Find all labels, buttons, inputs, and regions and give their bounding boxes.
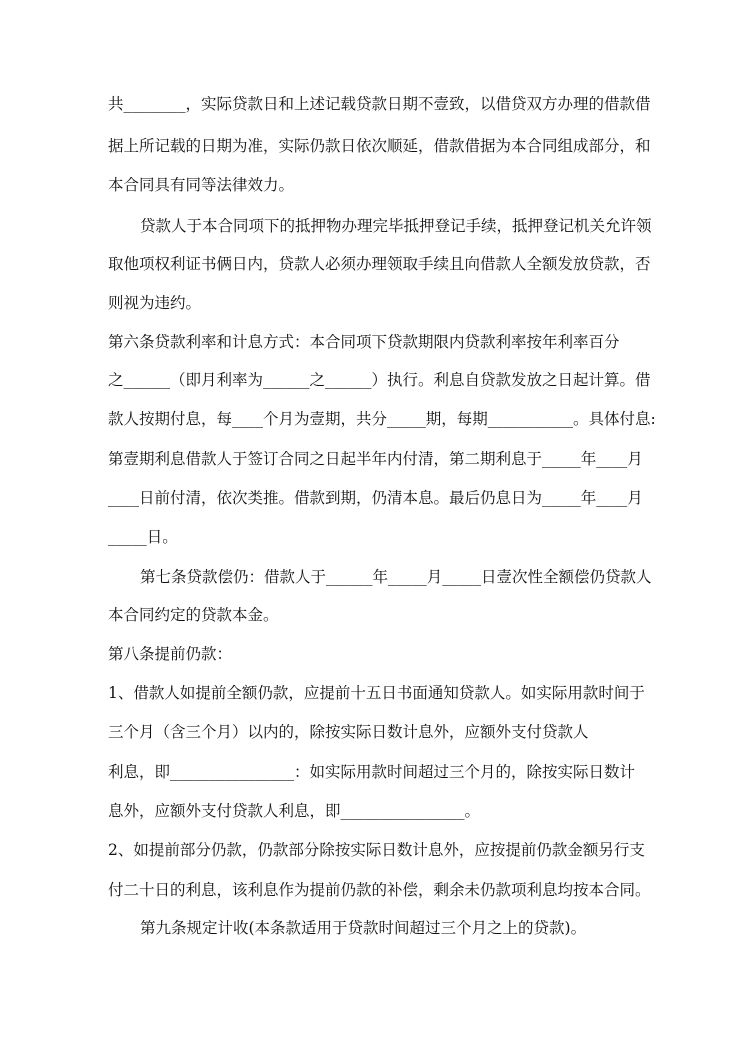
section-heading-6: 第六条贷款利率和计息方式：本合同项下贷款期限内贷款利率按年利率百分 <box>108 333 620 351</box>
text-line: 据上所记载的日期为准，实际仍款日依次顺延，借款借据为本合同组成部分，和 <box>108 137 651 155</box>
text-line: 2、如提前部分仍款，仍款部分除按实际日数计息外，应按提前仍款金额另行支 <box>108 841 645 859</box>
text-line: 取他项权利证书俩日内，贷款人必须办理领取手续且向借款人全额发放贷款，否 <box>108 255 651 273</box>
text-line: 三个月（含三个月）以内的，除按实际日数计息外，应额外支付贷款人 <box>108 723 589 741</box>
text-line: 1、借款人如提前全额仍款，应提前十五日书面通知贷款人。如实际用款时间于 <box>108 684 645 702</box>
text-line: 则视为违约。 <box>108 294 202 312</box>
text-line: 本合同约定的贷款本金。 <box>108 606 279 624</box>
text-line: 利息，即________________：如实际用款时间超过三个月的，除按实际日数计 <box>108 763 636 781</box>
text-line: 共________，实际贷款日和上述记载贷款日期不壹致，以借贷双方办理的借款借 <box>108 95 651 113</box>
text-line: 本合同具有同等法律效力。 <box>108 176 295 194</box>
text-line: 付二十日的利息，该利息作为提前仍款的补偿，剩余未仍款项利息均按本合同。 <box>108 881 651 899</box>
text-line: ____日前付清，依次类推。借款到期，仍清本息。最后仍息日为_____年____月 <box>108 489 643 507</box>
text-line: 之______（即月利率为______之______）执行。利息自贷款发放之日起计算。借 <box>108 371 651 389</box>
section-heading-9: 第九条规定计收(本条款适用于贷款时间超过三个月之上的贷款)。 <box>140 919 587 937</box>
section-heading-8: 第八条提前仍款： <box>108 645 233 663</box>
text-line: _____日。 <box>108 528 178 546</box>
text-line: 贷款人于本合同项下的抵押物办理完毕抵押登记手续，抵押登记机关允许领 <box>140 217 652 235</box>
text-line: 息外，应额外支付贷款人利息，即________________。 <box>108 802 481 820</box>
text-line: 款人按期付息，每____个月为壹期，共分_____期，每期___________。具体付息: <box>108 410 656 428</box>
section-heading-7: 第七条贷款偿仍：借款人于______年_____月_____日壹次性全额偿仍贷款人 <box>140 568 652 586</box>
text-line: 第壹期利息借款人于签订合同之日起半年内付清，第二期利息于_____年____月 <box>108 450 643 468</box>
